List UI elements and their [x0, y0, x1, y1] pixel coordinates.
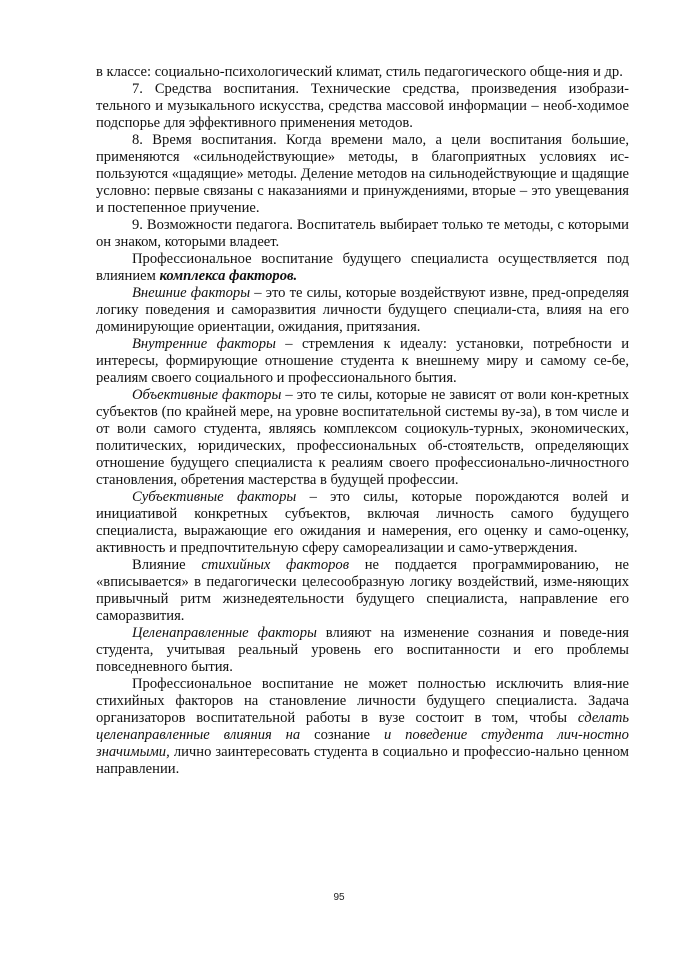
emphasis-text: сделать целенаправленные влияния на — [96, 710, 629, 743]
paragraph — [96, 676, 629, 778]
paragraph — [96, 625, 629, 676]
emphasis-text: стихийных факторов — [201, 557, 350, 573]
paragraph — [96, 217, 629, 251]
emphasis-text: Целенаправленные факторы — [132, 625, 317, 641]
paragraph — [96, 285, 629, 336]
page-body — [96, 64, 629, 778]
paragraph — [96, 132, 629, 217]
paragraph-text: – стремления к идеалу: установки, потребности и интересы, формирующие отношение студента к внешнему миру и самому се-бе, реалиям своего социального и профессионального бытия. — [96, 336, 629, 386]
paragraph-text: влияют на изменение сознания и поведе-ния студента, учитывая реальный уровень его воспитанности и его проблемы повседневного бытия. — [96, 625, 629, 675]
paragraph-text: не поддается программированию, не «вписывается» в педагогически целесообразную логику воздействий, изме-няющих привычный ритм жизнедеятельности будущего специалиста, направление его саморазвития. — [96, 557, 629, 624]
paragraph-text: 8. Время воспитания. Когда времени мало, а цели воспитания большие, применяются «сильнодействующие» методы, в благоприятных условиях ис-пользуются «щадящие» методы. Деление методов на сильнодействующие и щадящие условно: первые связаны с наказаниями и принуждениями, вторые – это увещевания и постепенное приучение. — [96, 132, 629, 216]
emphasis-text: Внутренние факторы — [132, 336, 276, 352]
paragraph — [96, 557, 629, 625]
emphasis-text: Объективные факторы — [132, 387, 282, 403]
emphasis-text: комплекса факторов. — [159, 268, 298, 284]
paragraph — [96, 251, 629, 285]
paragraph-text: 7. Средства воспитания. Технические средства, произведения изобрази-тельного и музыкального искусства, средства массовой информации – необ-ходимое подспорье для эффективного применения методов. — [96, 81, 629, 131]
emphasis-text: и поведение студента лич-ностно значимыми, — [96, 727, 629, 760]
paragraph-text: в классе: социально-психологический климат, стиль педагогического обще-ния и др. — [96, 64, 623, 80]
paragraph-text: Профессиональное воспитание будущего специалиста осуществляется под влиянием — [96, 251, 629, 284]
paragraph-text: – это те силы, которые не зависят от воли кон-кретных субъектов (по крайней мере, на уровне воспитательной системы ву-за), в том числе и от воли самого студента, являясь комплексом социокуль-турных, экономических, политических, юридических, профессиональных об-стоятельств, определяющих отношение будущего специалиста к реалиям своего профессионально-личностного становления, обретения мастерства в будущей профессии. — [96, 387, 629, 488]
paragraph-text: Влияние — [132, 557, 202, 573]
paragraph-text: лично заинтересовать студента в социально и профессио-нально ценном направлении. — [96, 744, 629, 777]
paragraph — [96, 64, 629, 81]
paragraph-text: сознание — [300, 727, 384, 743]
paragraph-text: Профессиональное воспитание не может полностью исключить влия-ние стихийных факторов на становление личности будущего специалиста. Задача организаторов воспитательной работы в вузе состоит в том, чтобы — [96, 676, 629, 726]
paragraph — [96, 336, 629, 387]
emphasis-text: Внешние факторы — [132, 285, 251, 301]
paragraph — [96, 81, 629, 132]
paragraph — [96, 387, 629, 489]
paragraph-text: – это силы, которые порождаются волей и инициативой конкретных субъектов, включая личность самого будущего специалиста, выражающие его ожидания и намерения, его оценку и само-оценку, активность и предпочтительную сферу самореализации и само-утверждения. — [96, 489, 629, 556]
paragraph-text: – это те силы, которые воздействуют извне, пред-определяя логику поведения и саморазвития личности будущего специали-ста, влияя на его доминирующие ориентации, ожидания, притязания. — [96, 285, 630, 335]
emphasis-text: Субъективные факторы — [132, 489, 297, 505]
paragraph — [96, 489, 629, 557]
page-number: 95 — [333, 892, 345, 903]
paragraph-text: 9. Возможности педагога. Воспитатель выбирает только те методы, с которыми он знаком, которыми владеет. — [96, 217, 629, 250]
